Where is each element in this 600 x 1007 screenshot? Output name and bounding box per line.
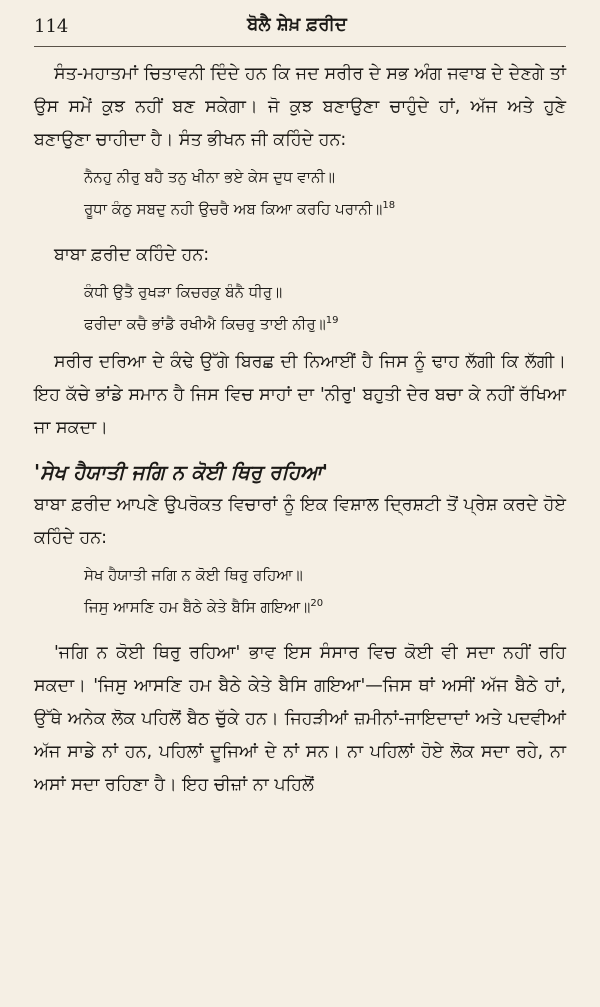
verse-farid-1 xyxy=(84,276,566,340)
page-header xyxy=(34,14,560,44)
verse-line: ਕੰਧੀ ਉਤੈ ਰੁਖੜਾ ਕਿਚਰਕੁ ਬੰਨੈ ਧੀਰੁ॥ xyxy=(84,283,283,301)
paragraph-3: ਸਰੀਰ ਦਰਿਆ ਦੇ ਕੰਢੇ ਉੱਗੇ ਬਿਰਛ ਦੀ ਨਿਆਈਂ ਹੈ ਜਿਸ ਨੂੰ ਢਾਹ ਲੱਗੀ ਕਿ ਲੱਗੀ। ਇਹ ਕੱਚੇ ਭਾਂਡੇ ਸਮਾਨ ਹੈ ਜਿਸ ਵਿਚ ਸਾਹਾਂ ਦਾ 'ਨੀਰੁ' ਬਹੁਤੀ ਦੇਰ ਬਚਾ ਕੇ ਨਹੀਂ ਰੱਖਿਆ ਜਾ ਸਕਦਾ। xyxy=(34,352,566,438)
paragraph-1: ਸੰਤ-ਮਹਾਤਮਾਂ ਚਿਤਾਵਨੀ ਦਿੰਦੇ ਹਨ ਕਿ ਜਦ ਸਰੀਰ ਦੇ ਸਭ ਅੰਗ ਜਵਾਬ ਦੇ ਦੇਣਗੇ ਤਾਂ ਉਸ ਸਮੇਂ ਕੁਝ ਨਹੀਂ ਬਣ ਸਕੇਗਾ। ਜੋ ਕੁਝ ਬਣਾਉਣਾ ਚਾਹੁੰਦੇ ਹਾਂ, ਅੱਜ ਅਤੇ ਹੁਣੇ ਬਣਾਉਣਾ ਚਾਹੀਦਾ ਹੈ। ਸੰਤ ਭੀਖਨ ਜੀ ਕਹਿੰਦੇ ਹਨ: xyxy=(34,64,566,150)
footnote-marker: 20 xyxy=(310,598,324,609)
verse-bhikhan xyxy=(84,161,566,225)
verse-line: ਨੈਨਹੁ ਨੀਰੁ ਬਹੈ ਤਨੁ ਖੀਨਾ ਭਏ ਕੇਸ ਦੁਧ ਵਾਨੀ॥ xyxy=(84,168,335,186)
paragraph-4: ਬਾਬਾ ਫ਼ਰੀਦ ਆਪਣੇ ਉਪਰੋਕਤ ਵਿਚਾਰਾਂ ਨੂੰ ਇਕ ਵਿਸ਼ਾਲ ਦ੍ਰਿਸ਼ਟੀ ਤੋਂ ਪ੍ਰੇਸ਼ ਕਰਦੇ ਹੋਏ ਕਹਿੰਦੇ ਹਨ: xyxy=(34,495,566,548)
footnote-marker: 19 xyxy=(325,315,339,326)
verse-line: ਜਿਸੁ ਆਸਣਿ ਹਮ ਬੈਠੇ ਕੇਤੇ ਬੈਸਿ ਗਇਆ॥$^{20}$ xyxy=(84,598,324,616)
paragraph-intro: ਬਾਬਾ ਫ਼ਰੀਦ ਕਹਿੰਦੇ ਹਨ: xyxy=(54,245,210,265)
footnote-marker: 18 xyxy=(382,200,396,211)
paragraph-5: 'ਜਗਿ ਨ ਕੋਈ ਥਿਰੁ ਰਹਿਆ' ਭਾਵ ਇਸ ਸੰਸਾਰ ਵਿਚ ਕੋਈ ਵੀ ਸਦਾ ਨਹੀਂ ਰਹਿ ਸਕਦਾ। 'ਜਿਸੁ ਆਸਣਿ ਹਮ ਬੈਠੇ ਕੇਤੇ ਬੈਸਿ ਗਇਆ'—ਜਿਸ ਥਾਂ ਅਸੀਂ ਅੱਜ ਬੈਠੇ ਹਾਂ, ਉੱਥੇ ਅਨੇਕ ਲੋਕ ਪਹਿਲੋਂ ਬੈਠ ਚੁੱਕੇ ਹਨ। ਜਿਹੜੀਆਂ ਜ਼ਮੀਨਾਂ-ਜਾਇਦਾਦਾਂ ਅਤੇ ਪਦਵੀਆਂ ਅੱਜ ਸਾਡੇ ਨਾਂ ਹਨ, ਪਹਿਲਾਂ ਦੂਜਿਆਂ ਦੇ ਨਾਂ ਸਨ। ਨਾ ਪਹਿਲਾਂ ਹੋਏ ਲੋਕ ਸਦਾ ਰਹੇ, ਨਾ ਅਸਾਂ ਸਦਾ ਰਹਿਣਾ ਹੈ। ਇਹ ਚੀਜ਼ਾਂ ਨਾ ਪਹਿਲੋਂ xyxy=(34,643,566,795)
section-heading: 'ਸੇਖ ਹੈਯਾਤੀ ਜਗਿ ਨ ਕੋਈ ਥਿਰੁ ਰਹਿਆ' xyxy=(34,460,329,484)
page-body xyxy=(34,58,566,802)
verse-farid-2 xyxy=(84,559,566,623)
page-number: 114 xyxy=(34,16,69,37)
header-rule xyxy=(34,46,566,47)
verse-line: ਰੂਧਾ ਕੰਠੁ ਸਬਦੁ ਨਹੀ ਉਚਰੈ ਅਬ ਕਿਆ ਕਰਹਿ ਪਰਾਨੀ॥$^{18}$ xyxy=(84,200,396,218)
verse-line: ਫਰੀਦਾ ਕਚੈ ਭਾਂਡੈ ਰਖੀਐ ਕਿਚਰੁ ਤਾਈ ਨੀਰੁ॥$^{19}$ xyxy=(84,315,339,333)
verse-line: ਸੇਖ ਹੈਯਾਤੀ ਜਗਿ ਨ ਕੋਈ ਥਿਰੁ ਰਹਿਆ॥ xyxy=(84,566,303,584)
running-title: ਬੋਲੈ ਸ਼ੇਖ਼ ਫ਼ਰੀਦ xyxy=(247,14,347,35)
